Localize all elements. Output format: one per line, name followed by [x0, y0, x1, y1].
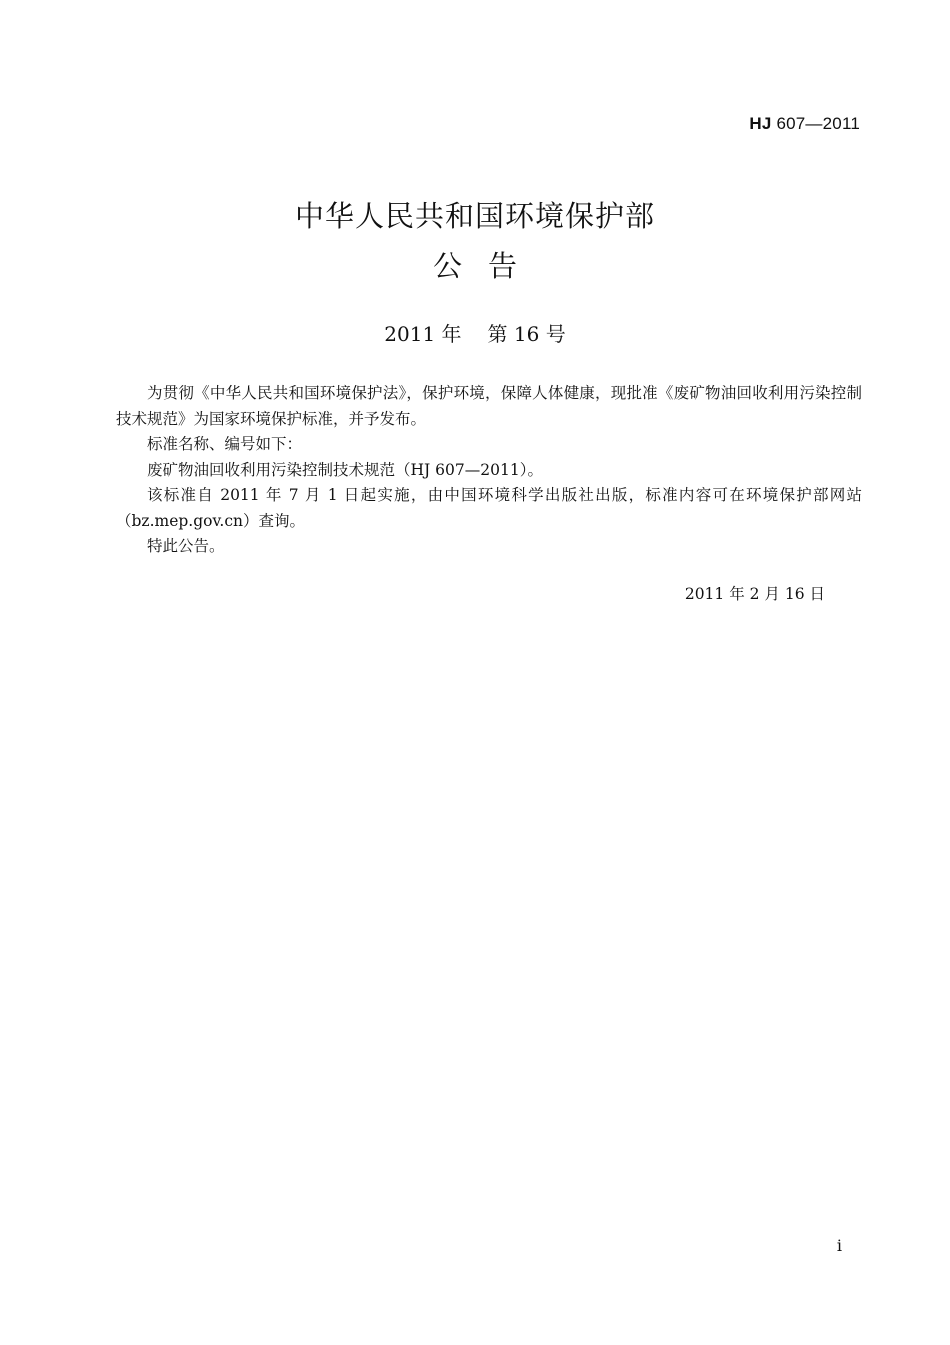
standard-code [749, 114, 860, 134]
announcement-body [116, 381, 862, 560]
announcement-date: 2011 年 2 月 16 日 [684, 585, 825, 603]
page-number: i [836, 1236, 842, 1255]
paragraph-closing: 特此公告。 [147, 537, 225, 555]
issue-no: 第 16 号 [487, 322, 566, 346]
page-title: 中华人民共和国环境保护部 [294, 199, 655, 233]
page-subtitle: 公告 [432, 249, 543, 283]
issue-number [0, 318, 950, 347]
standard-code-prefix: HJ [749, 114, 772, 133]
standard-code-number: 607—2011 [771, 114, 860, 133]
paragraph-standard-name: 废矿物油回收利用污染控制技术规范（HJ 607—2011）。 [147, 460, 543, 479]
paragraph-effective-date: 该标准自 2011 年 7 月 1 日起实施，由中国环境科学出版社出版，标准内容可在环境保护部网站（bz.mep.gov.cn）查询。 [116, 486, 862, 530]
paragraph-standard-list-label: 标准名称、编号如下： [147, 435, 303, 453]
issue-year: 2011 年 [384, 322, 462, 346]
paragraph-intro: 为贯彻《中华人民共和国环境保护法》，保护环境，保障人体健康，现批准《废矿物油回收利用污染控制技术规范》为国家环境保护标准，并予发布。 [116, 384, 862, 428]
